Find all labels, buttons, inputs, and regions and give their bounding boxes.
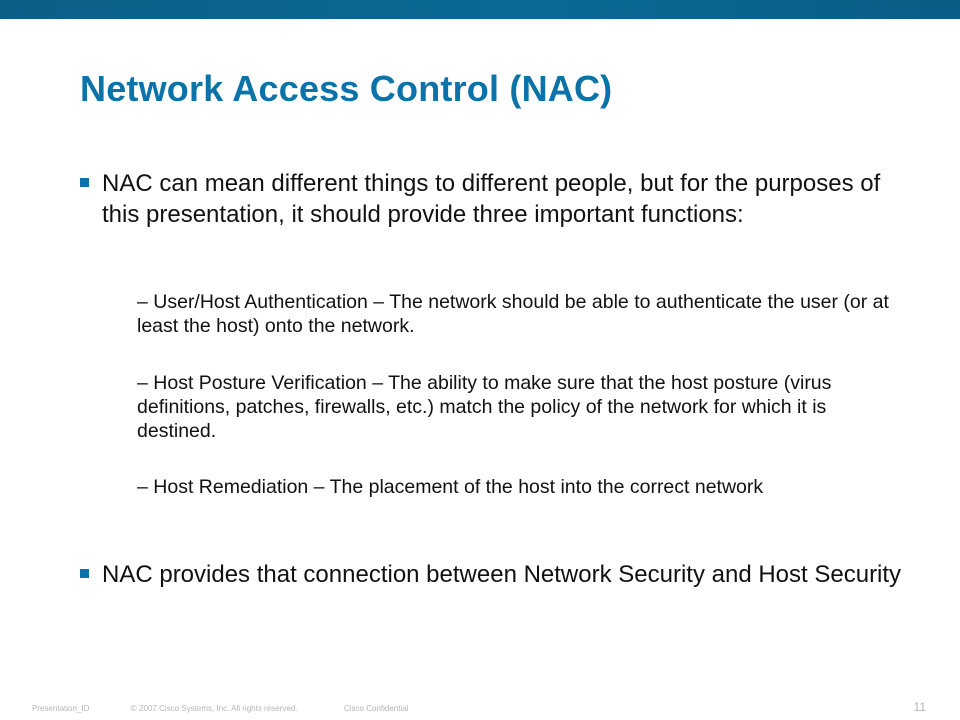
footer-copyright: © 2007 Cisco Systems, Inc. All rights reserved. <box>131 704 298 713</box>
top-banner <box>0 0 960 19</box>
square-bullet-icon <box>80 569 89 578</box>
bullet-item <box>80 168 920 230</box>
bullet-text: NAC provides that connection between Network Security and Host Security <box>102 561 902 588</box>
subbullet-item: – Host Posture Verification – The ability to make sure that the host posture (virus definitions, patches, firewalls, etc.) match the policy of the network for which it is destined. <box>137 372 832 442</box>
subbullet-item: – User/Host Authentication – The network should be able to authenticate the user (or at least the host) onto the network. <box>137 291 889 337</box>
footer-presentation-id: Presentation_ID <box>32 704 90 713</box>
bullet-item <box>80 559 920 590</box>
footer-confidential: Cisco Confidential <box>344 704 409 713</box>
bullet-text: NAC can mean different things to different people, but for the purposes of this presentation, it should provide three important functions: <box>102 170 881 228</box>
page-number: 11 <box>913 700 926 714</box>
square-bullet-icon <box>80 178 89 187</box>
slide-title: Network Access Control (NAC) <box>80 68 613 109</box>
subbullet-item: – Host Remediation – The placement of the host into the correct network <box>137 476 764 498</box>
